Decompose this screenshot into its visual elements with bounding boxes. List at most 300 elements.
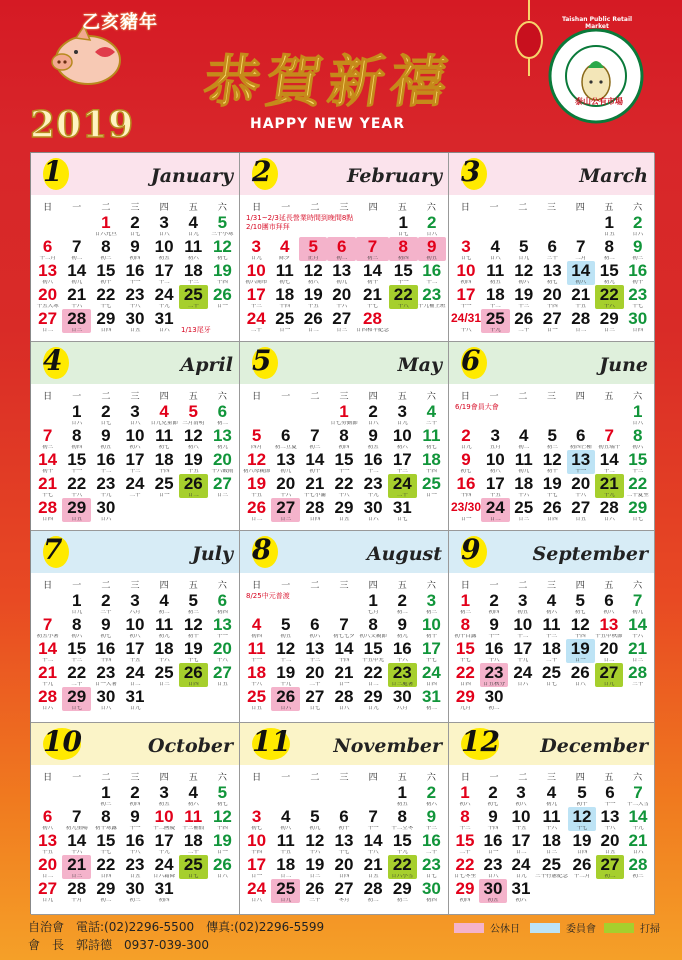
weekday-label: 四 <box>575 773 585 783</box>
month-name: January <box>150 165 233 187</box>
day-cell <box>535 783 568 807</box>
lunar-date: 初六開市 <box>245 280 268 285</box>
lunar-date: 廿六 <box>632 850 644 855</box>
day-cell <box>595 426 624 450</box>
day-number: 24 <box>246 309 266 328</box>
lunar-date: 初二立夏 <box>274 445 297 450</box>
day-cell <box>33 474 62 498</box>
weekday-label: 三 <box>546 203 556 213</box>
day-cell <box>150 591 179 615</box>
lunar-date: 廿八 <box>426 232 438 237</box>
empty-cell <box>510 213 539 237</box>
lunar-date: 廿二 <box>280 874 292 879</box>
lunar-date: 廿七冬至 <box>453 874 476 879</box>
month-name: July <box>191 543 233 565</box>
day-number: 10 <box>456 261 476 280</box>
day-number: 25 <box>485 309 505 328</box>
day-number: 25 <box>154 663 174 682</box>
day-cell <box>389 261 418 285</box>
day-cell <box>327 261 356 285</box>
lunar-date: 廿八 <box>632 421 644 426</box>
lunar-date: 初八母親節 <box>242 469 271 474</box>
lunar-date: 十五 <box>42 850 54 855</box>
day-cell <box>300 831 329 855</box>
day-number: 11 <box>184 237 203 256</box>
day-cell <box>451 309 481 333</box>
lunar-date: 初四 <box>216 610 228 615</box>
lunar-date: 初四 <box>488 610 500 615</box>
day-number: 26 <box>570 663 590 682</box>
day-number: 7 <box>71 237 82 256</box>
day-grid <box>240 591 448 711</box>
month-panel-may <box>240 342 449 531</box>
weekday-label: 四 <box>159 581 169 591</box>
month-header <box>31 531 239 573</box>
lunar-date: 初六 <box>309 634 321 639</box>
lunar-date: 廿六 <box>42 706 54 711</box>
lunar-date: 初三 <box>546 445 558 450</box>
day-cell <box>595 285 624 309</box>
lunar-date: 十九補上班 <box>417 304 446 309</box>
day-number: 29 <box>392 879 412 898</box>
lunar-date: 初四芒種 <box>569 445 592 450</box>
day-grid <box>449 402 654 522</box>
day-cell <box>417 807 446 831</box>
day-cell <box>388 663 417 687</box>
weekday-label: 四 <box>368 773 378 783</box>
day-number: 20 <box>600 831 620 850</box>
day-cell <box>300 807 329 831</box>
day-cell <box>271 450 300 474</box>
lunar-date: 三十 <box>632 682 644 687</box>
lunar-date: 初二 <box>367 898 379 903</box>
day-cell <box>120 687 149 711</box>
month-header <box>449 153 654 195</box>
lunar-date: 十二 <box>517 634 529 639</box>
day-cell <box>507 783 535 807</box>
weekday-label: 二 <box>101 392 111 402</box>
lunar-date: 二十 <box>187 850 199 855</box>
day-number: 31 <box>421 687 441 706</box>
day-number: 15 <box>96 831 116 850</box>
lunar-date: 廿七 <box>309 706 321 711</box>
weekday-label: 五 <box>604 773 614 783</box>
day-cell <box>388 855 417 879</box>
day-number: 20 <box>38 285 58 304</box>
lunar-date: 廿二 <box>187 493 199 498</box>
day-cell <box>480 663 509 687</box>
day-cell <box>33 807 62 831</box>
day-number: 4 <box>280 807 291 826</box>
day-cell <box>242 663 271 687</box>
day-number: 18 <box>183 261 203 280</box>
day-number: 19 <box>305 855 325 874</box>
lunar-date: 初七 <box>425 445 437 450</box>
day-cell <box>451 591 480 615</box>
day-number: 22 <box>455 855 475 874</box>
empty-cell <box>538 213 566 237</box>
day-number: 5 <box>310 807 320 826</box>
lunar-date: 十三 <box>129 469 141 474</box>
market-logo-text: Taishan Public Retail Market <box>561 16 633 30</box>
day-cell <box>150 615 179 639</box>
day-number: 28 <box>38 687 58 706</box>
day-number: 18 <box>247 663 267 682</box>
lunar-date: 十一 <box>129 826 141 831</box>
lunar-date: 三十小寒 <box>211 232 234 237</box>
weekday-row <box>240 573 448 591</box>
day-number: 1 <box>339 402 349 421</box>
day-number: 26 <box>305 879 325 898</box>
empty-cell <box>242 783 271 807</box>
lunar-date: 廿六 <box>158 328 170 333</box>
weekday-row <box>449 384 654 402</box>
lunar-date: 十九 <box>632 826 644 831</box>
day-number: 29 <box>455 687 475 706</box>
day-number: 16 <box>363 450 383 469</box>
day-cell <box>33 879 62 903</box>
day-cell <box>62 663 91 687</box>
day-number: 2 <box>101 591 111 610</box>
day-cell <box>120 855 149 879</box>
weekday-label: 二 <box>518 203 528 213</box>
weekday-label: 五 <box>397 203 407 213</box>
day-number: 26 <box>183 474 203 493</box>
lunar-date: 初三 <box>100 256 112 261</box>
lunar-date: 十三 <box>71 658 83 663</box>
empty-cell <box>33 213 62 237</box>
day-cell <box>242 807 271 831</box>
day-cell <box>388 687 417 711</box>
day-cell <box>120 474 149 498</box>
day-number: 19 <box>303 285 323 304</box>
day-cell <box>596 807 624 831</box>
day-cell <box>242 498 271 522</box>
day-number: 29 <box>455 879 475 898</box>
day-cell <box>62 687 91 711</box>
lunar-date: 廿五 <box>367 874 379 879</box>
day-number: 24 <box>154 285 174 304</box>
lunar-date: 初十 <box>187 634 199 639</box>
day-cell <box>242 261 270 285</box>
day-number: 20 <box>305 663 325 682</box>
day-number: 14 <box>363 831 383 850</box>
lunar-date: 初九 <box>603 280 615 285</box>
day-cell <box>568 855 596 879</box>
day-cell <box>62 591 91 615</box>
month-panel-february <box>240 153 449 342</box>
month-panel-january <box>31 153 240 342</box>
lunar-date: 十三補假 <box>182 826 205 831</box>
day-number: 25 <box>247 687 267 706</box>
day-number: 19 <box>542 474 562 493</box>
day-cell <box>33 687 62 711</box>
day-cell <box>242 639 271 663</box>
day-number: 19 <box>183 450 203 469</box>
day-cell <box>91 309 120 333</box>
lunar-date: 九月 <box>459 706 471 711</box>
lunar-date: 廿三 <box>280 517 292 522</box>
day-number: 20 <box>212 450 232 469</box>
day-cell <box>120 831 149 855</box>
weekday-label: 日 <box>460 203 470 213</box>
lunar-date: 初四 <box>129 802 141 807</box>
day-number: 9 <box>461 450 471 469</box>
lunar-date: 二十 <box>396 493 408 498</box>
day-number: 12 <box>183 426 203 445</box>
day-number: 8 <box>604 237 614 256</box>
day-cell <box>510 285 539 309</box>
day-cell <box>359 639 388 663</box>
lunar-date: 初八 <box>603 610 615 615</box>
lunar-date: 十八 <box>460 328 472 333</box>
day-cell <box>33 831 62 855</box>
lunar-date: 廿七 <box>100 421 112 426</box>
day-number: 2 <box>633 213 643 232</box>
lunar-date: 初九 <box>309 826 321 831</box>
day-cell <box>568 783 596 807</box>
day-cell <box>208 663 237 687</box>
lunar-date: 除夕 <box>279 256 291 261</box>
weekday-label: 五 <box>397 773 407 783</box>
lunar-date: 初五 <box>100 445 112 450</box>
day-number: 11 <box>155 426 174 445</box>
lunar-date: 十九 <box>158 304 170 309</box>
day-cell <box>535 855 568 879</box>
lunar-date: 廿五 <box>575 517 587 522</box>
day-number: 23 <box>96 474 116 493</box>
lunar-date: 十九 <box>42 682 54 687</box>
day-cell <box>120 426 149 450</box>
weekday-row <box>31 765 239 783</box>
day-cell <box>417 450 446 474</box>
lunar-date: 初三 <box>632 874 644 879</box>
empty-cell <box>481 213 509 237</box>
legend-label: 委員會 <box>566 924 596 935</box>
day-number: 15 <box>96 261 116 280</box>
lunar-date: 初二 <box>396 610 408 615</box>
day-number: 2 <box>461 426 471 445</box>
day-cell <box>300 879 329 903</box>
day-cell <box>327 237 356 261</box>
day-number: 10 <box>154 237 174 256</box>
lunar-date: 十四 <box>158 469 170 474</box>
day-number: 9 <box>368 426 378 445</box>
lunar-date: 初十 <box>366 280 378 285</box>
day-cell <box>242 426 271 450</box>
day-number: 5 <box>308 237 318 256</box>
day-cell <box>356 309 389 333</box>
day-cell <box>359 831 388 855</box>
day-cell <box>120 213 149 237</box>
day-cell <box>567 426 596 450</box>
day-cell <box>538 309 566 333</box>
day-cell <box>417 663 446 687</box>
month-number: 12 <box>461 725 500 758</box>
lunar-date: 初七 <box>574 610 586 615</box>
day-cell <box>242 879 271 903</box>
weekday-label: 五 <box>604 203 614 213</box>
lunar-date: 廿八 <box>251 898 263 903</box>
day-number: 30 <box>628 309 648 328</box>
lunar-date: 十五中元 <box>362 658 385 663</box>
lunar-date: 十七 <box>459 658 471 663</box>
day-cell <box>150 285 179 309</box>
day-cell <box>33 426 62 450</box>
weekday-label: 一 <box>72 773 82 783</box>
day-cell <box>538 285 566 309</box>
lunar-date: 初九重陽 <box>65 826 88 831</box>
lunar-date: 十七 <box>576 826 588 831</box>
day-cell <box>242 309 270 333</box>
day-cell <box>624 783 652 807</box>
day-number: 4 <box>426 402 437 421</box>
day-number: 9 <box>489 615 499 634</box>
lunar-date: 二十 <box>545 658 557 663</box>
day-number: 9 <box>426 807 437 826</box>
day-number: 26 <box>212 285 232 304</box>
day-number: 24 <box>513 663 533 682</box>
month-name: March <box>579 165 648 187</box>
contact-line: 自治會 電話:(02)2296-5500 傳真:(02)2296-5599 <box>28 920 325 934</box>
day-number: 18 <box>275 285 295 304</box>
day-number: 22 <box>363 663 383 682</box>
lunar-date: 正月 <box>307 256 319 261</box>
day-number: 19 <box>276 663 296 682</box>
day-cell <box>91 639 120 663</box>
month-name: February <box>346 165 442 187</box>
lunar-date: 廿六霜降 <box>153 874 176 879</box>
month-number: 10 <box>43 725 82 758</box>
day-cell <box>62 450 91 474</box>
lunar-date: 三十 <box>425 421 437 426</box>
day-cell <box>91 783 120 807</box>
legend-label: 打掃 <box>640 924 660 935</box>
weekday-label: 四 <box>159 203 169 213</box>
day-number: 24 <box>125 474 145 493</box>
day-cell <box>120 807 149 831</box>
day-number: 14 <box>363 261 382 280</box>
day-number: 19 <box>514 285 534 304</box>
day-number: 6 <box>217 402 228 421</box>
lunar-date: 初五 <box>487 898 499 903</box>
lunar-date: 十一 <box>397 280 409 285</box>
day-cell <box>242 855 271 879</box>
lunar-date: 初二 <box>216 421 228 426</box>
lunar-date: 七月 <box>367 610 379 615</box>
lunar-date: 廿四 <box>546 517 558 522</box>
day-number: 7 <box>632 591 643 610</box>
lunar-date: 十七 <box>632 304 644 309</box>
day-number: 26 <box>514 309 534 328</box>
day-cell <box>91 426 120 450</box>
lunar-date: 十九 <box>489 328 501 333</box>
day-cell <box>567 474 596 498</box>
lunar-date: 十三 <box>187 280 199 285</box>
day-number: 6 <box>310 615 320 634</box>
lunar-date: 初六 <box>396 445 408 450</box>
weekday-label: 五 <box>188 581 198 591</box>
lunar-date: 十一 <box>367 826 379 831</box>
day-number: 16 <box>628 261 648 280</box>
lunar-date: 二十 <box>518 328 530 333</box>
lunar-date: 十八 <box>604 826 616 831</box>
day-number: 1 <box>71 591 82 610</box>
day-number: 22 <box>392 855 412 874</box>
day-cell <box>359 687 388 711</box>
lunar-date: 十四 <box>216 280 228 285</box>
month-number: 11 <box>252 725 291 758</box>
month-panel-december <box>449 723 655 915</box>
day-cell <box>623 615 652 639</box>
lunar-date: 十二 <box>426 280 438 285</box>
day-cell <box>479 879 507 903</box>
day-cell <box>33 498 62 522</box>
empty-cell <box>595 402 624 426</box>
day-cell <box>388 591 417 615</box>
day-number: 6 <box>217 591 228 610</box>
day-number: 5 <box>217 783 228 802</box>
lunar-date: 初五 <box>489 280 501 285</box>
day-cell <box>271 807 300 831</box>
day-cell <box>271 639 300 663</box>
month-header <box>240 342 448 384</box>
lunar-date: 十九 <box>367 493 379 498</box>
day-cell <box>451 855 479 879</box>
day-cell <box>179 213 208 237</box>
lunar-date: 廿三 <box>216 493 228 498</box>
day-cell <box>300 639 329 663</box>
lunar-date: 十六 <box>309 850 321 855</box>
day-cell <box>538 450 566 474</box>
day-cell <box>356 261 389 285</box>
day-cell <box>208 639 237 663</box>
lunar-date: 十一 <box>488 634 500 639</box>
weekday-row <box>449 195 654 213</box>
day-cell <box>91 450 120 474</box>
day-number: 6 <box>339 807 349 826</box>
day-cell <box>150 237 179 261</box>
day-number: 13 <box>38 831 58 850</box>
lunar-date: 廿八 <box>367 421 379 426</box>
day-cell <box>451 426 481 450</box>
lunar-date: 初七 <box>216 256 228 261</box>
month-panel-october <box>31 723 240 915</box>
day-cell <box>567 309 596 333</box>
lunar-date: 初二 <box>100 898 112 903</box>
day-number: 8 <box>633 426 643 445</box>
month-panel-august <box>240 531 449 723</box>
day-number: 30 <box>96 687 116 706</box>
day-number: 16 <box>96 450 116 469</box>
day-cell <box>417 687 446 711</box>
lunar-date: 十七 <box>338 850 350 855</box>
day-number: 24 <box>485 498 505 517</box>
lunar-date: 十五 <box>129 658 141 663</box>
day-cell <box>150 783 179 807</box>
day-number: 2 <box>101 402 111 421</box>
lunar-date: 廿一 <box>425 493 437 498</box>
day-number: 12 <box>247 450 267 469</box>
day-number: 31 <box>392 498 412 517</box>
lunar-date: 初三 <box>42 445 54 450</box>
lunar-date: 十六 <box>603 304 615 309</box>
day-number: 31 <box>511 879 531 898</box>
lunar-date: 十三 <box>545 634 557 639</box>
day-number: 1 <box>398 213 408 232</box>
lunar-date: 廿五 <box>71 517 83 522</box>
day-number: 10 <box>154 807 174 826</box>
